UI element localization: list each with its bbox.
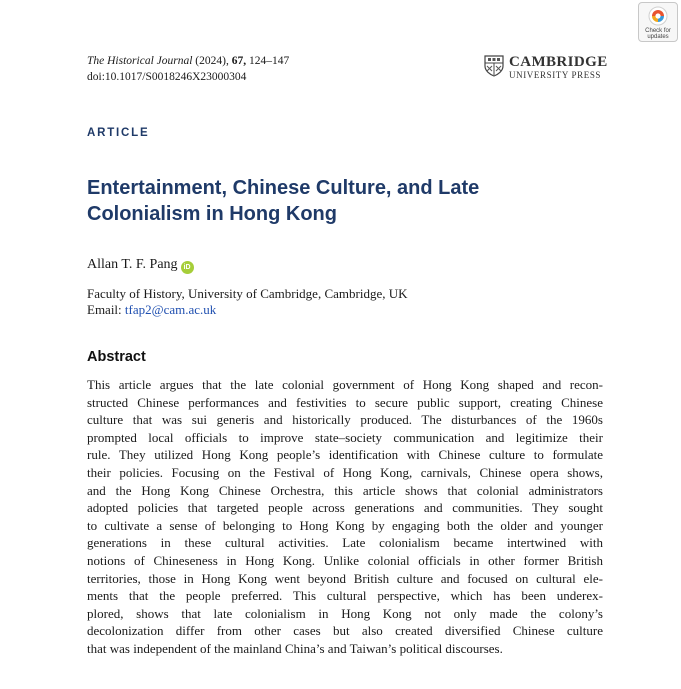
abstract-line: plored, shows that late colonialism in Hong Kong not only made the colony’s (87, 605, 603, 621)
badge-line-1: Check for (645, 28, 671, 34)
abstract-line: decolonization differ from other cases but also created diversified Chinese culture (87, 623, 603, 639)
citation-line (87, 53, 289, 69)
abstract-body (87, 376, 603, 658)
journal-citation (87, 53, 289, 85)
abstract-line: notions of Chineseness in Hong Kong. Unlike colonial officials in other former British (87, 552, 603, 568)
abstract-line: that was independent of the mainland China’s and Taiwan’s political discourses. (87, 640, 503, 656)
email-label: Email: (87, 302, 122, 317)
abstract-line: prompted local officials to improve state–society communication and legitimize their (87, 429, 603, 445)
abstract-line: to cultivate a sense of belonging to Hong Kong by engaging both the older and younger (87, 517, 603, 533)
abstract-line: culture that was sui generis and historically produced. The disturbances of the 1960s (87, 412, 603, 428)
orcid-icon[interactable]: iD (181, 261, 194, 274)
email-link[interactable]: tfap2@cam.ac.uk (124, 302, 217, 317)
affiliation: Faculty of History, University of Cambridge, Cambridge, UK (87, 286, 408, 301)
abstract-heading: Abstract (87, 349, 146, 365)
crossmark-icon (648, 6, 668, 26)
journal-volume: 67, (231, 55, 247, 67)
abstract-line: structed Chinese performances and festivities to secure public support, creating Chinese (87, 394, 603, 410)
doi[interactable]: doi:10.1017/S0018246X23000304 (87, 71, 247, 83)
article-title (87, 175, 607, 227)
abstract-line: ments that the people preferred. This cultural perspective, which has been underex- (87, 588, 603, 604)
journal-pages: 124–147 (248, 55, 290, 67)
publisher-subname: UNIVERSITY PRESS (509, 70, 602, 80)
abstract-line: generations in these cultural activities. Late colonialism became intertwined with (87, 535, 603, 551)
author (87, 256, 194, 274)
cambridge-shield-icon (484, 55, 504, 77)
journal-year: (2024), (195, 55, 229, 67)
author-name: Allan T. F. Pang (87, 257, 178, 272)
article-type-label: ARTICLE (87, 127, 150, 139)
abstract-line: their policies. Focusing on the Festival of Hong Kong, carnivals, Chinese opera shows, (87, 464, 603, 480)
abstract-line: and the Hong Kong Chinese Orchestra, this article shows that colonial administrators (87, 482, 603, 498)
abstract-line: territories, those in Hong Kong went beyond British culture and focused on cultural ele- (87, 570, 603, 586)
check-for-updates-badge[interactable] (638, 2, 678, 42)
journal-name: The Historical Journal (87, 55, 193, 67)
publisher-name: CAMBRIDGE (509, 54, 608, 70)
abstract-line: adopted policies that targeted people across generations and communities. They sought (87, 500, 603, 516)
title-line-1: Entertainment, Chinese Culture, and Late (87, 177, 480, 199)
abstract-line: rule. They utilized Hong Kong people’s identification with Chinese culture to formulate (87, 447, 603, 463)
title-line-2: Colonialism in Hong Kong (87, 203, 337, 225)
abstract-line: This article argues that the late colonial government of Hong Kong shaped and recon- (87, 377, 603, 392)
email-line (87, 302, 216, 318)
badge-line-2: updates (647, 34, 669, 40)
